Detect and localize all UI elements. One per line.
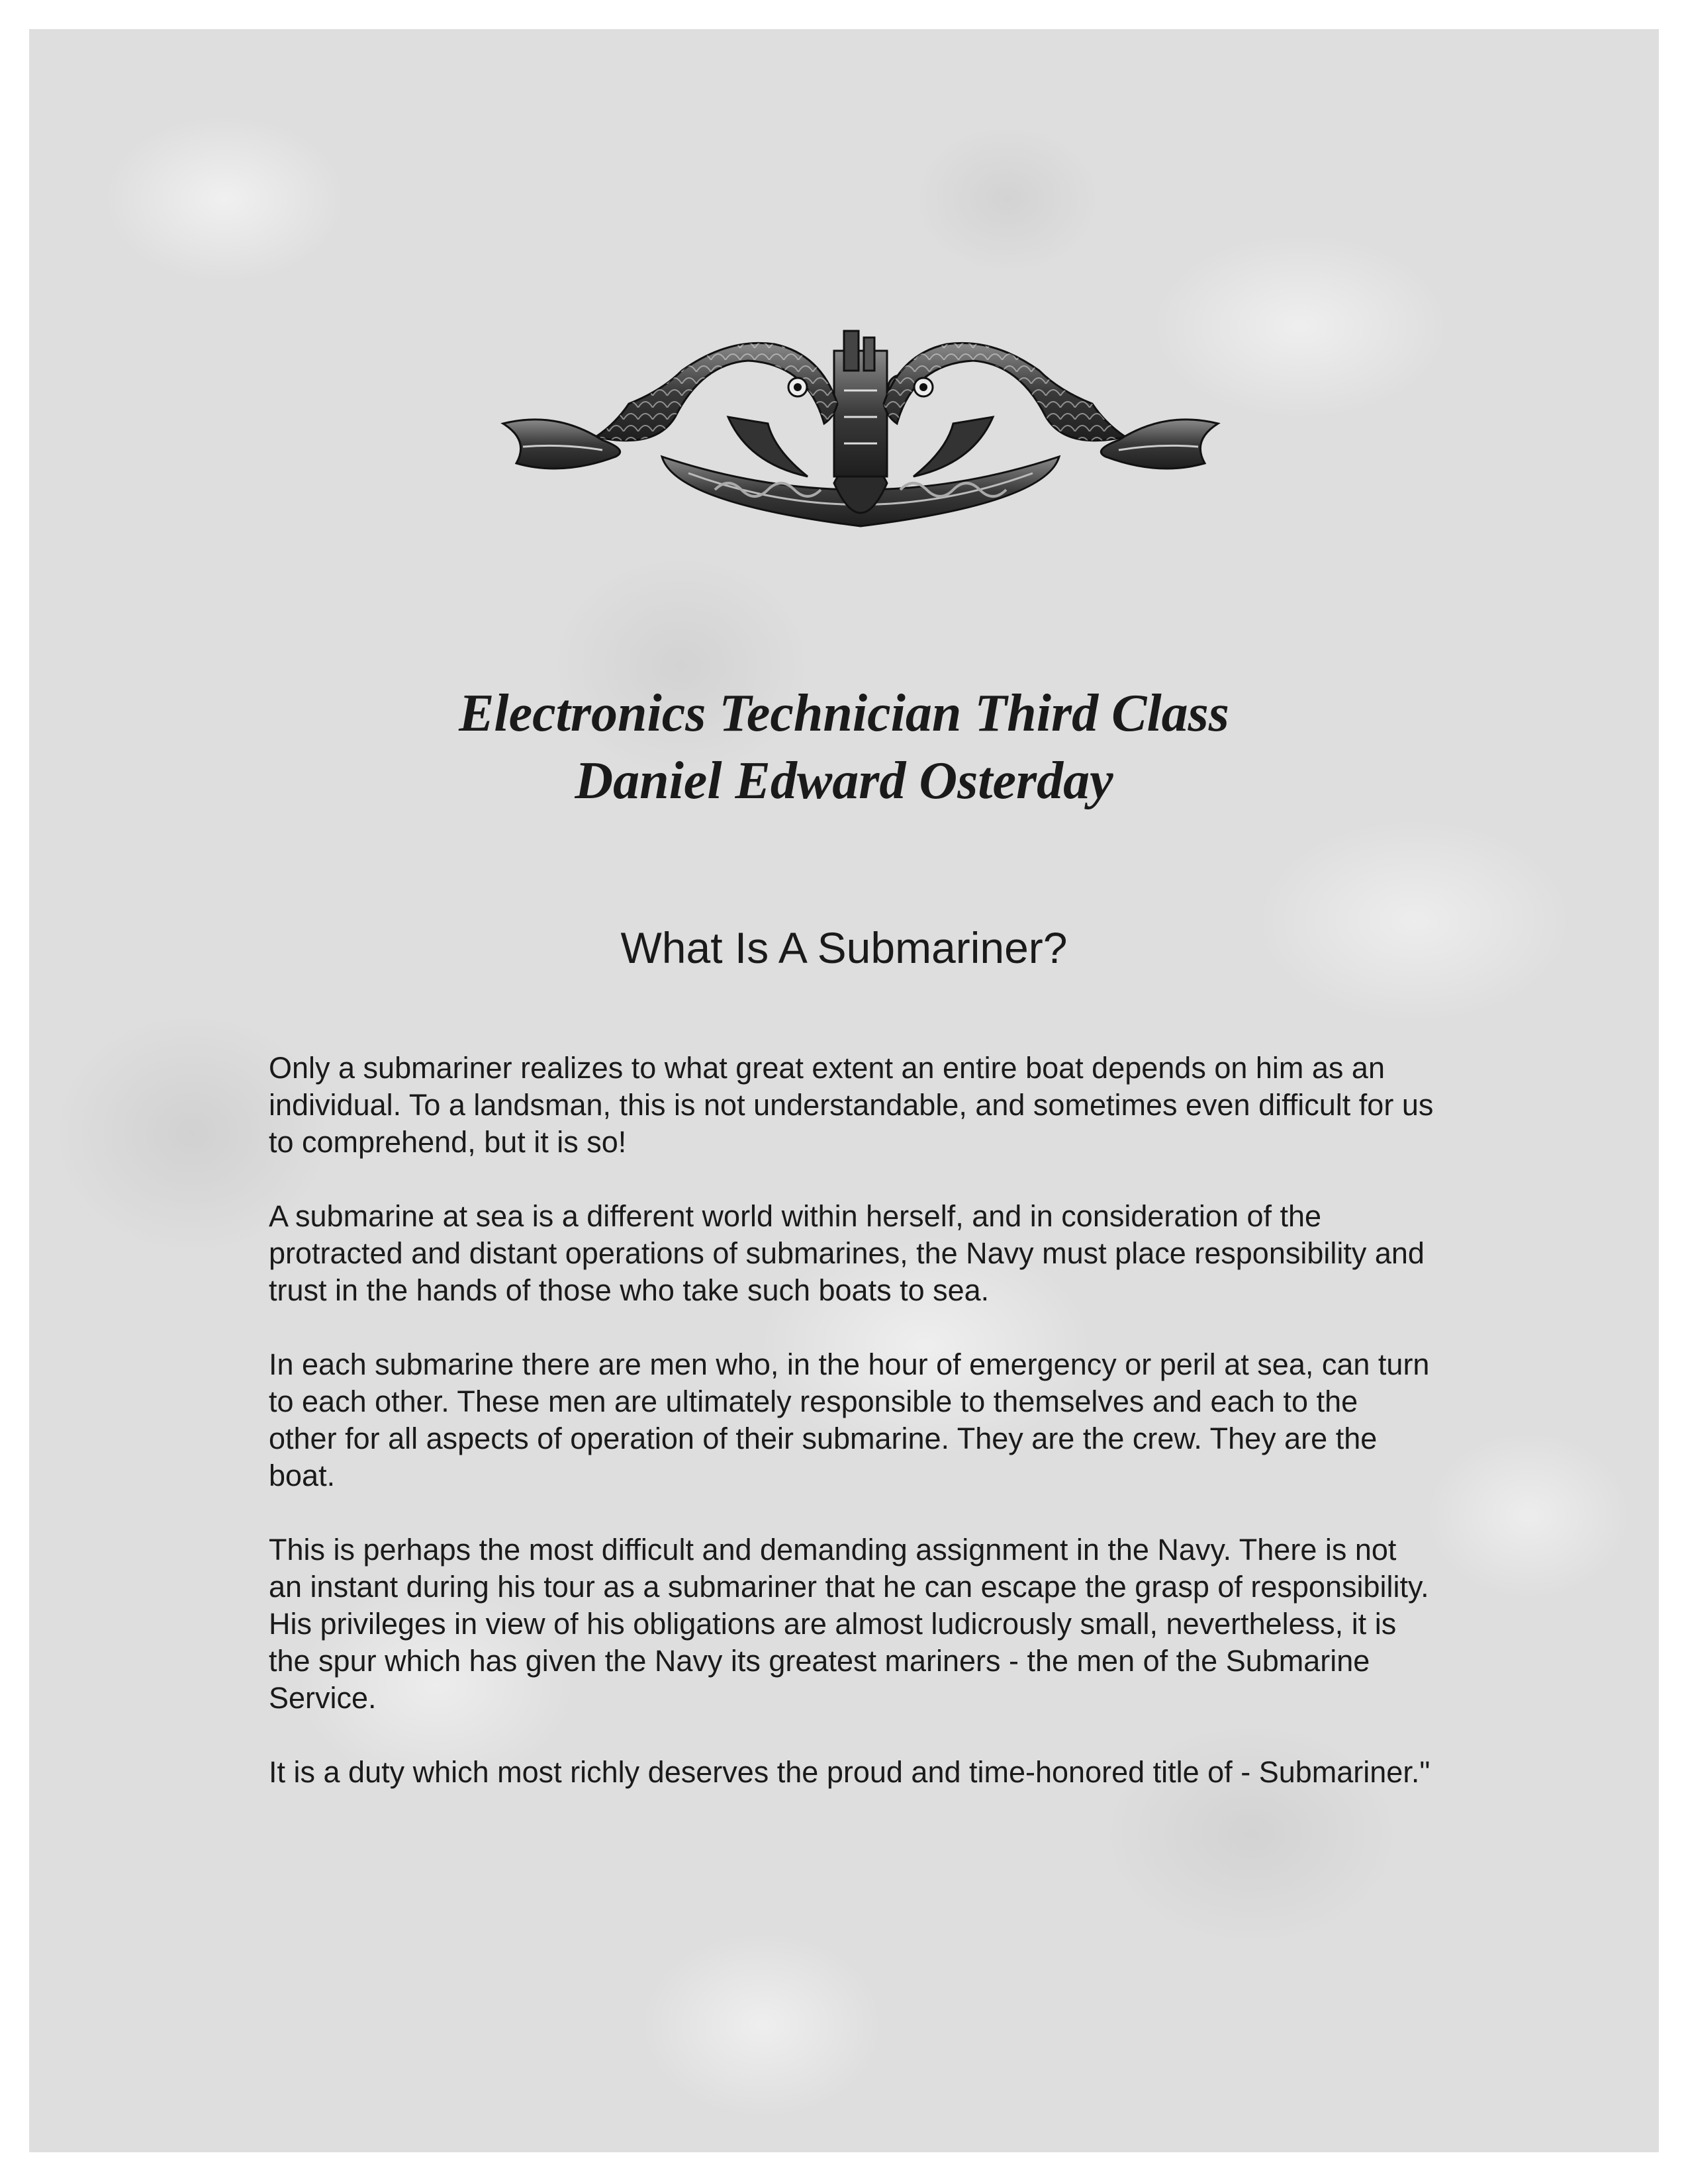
honoree-name: Daniel Edward Osterday — [575, 752, 1113, 810]
poem-title: What Is A Submariner? — [620, 923, 1068, 972]
submarine-dolphins-insignia-icon — [463, 324, 1258, 563]
poem-paragraph: It is a duty which most richly deserves the proud and time-honored title of - Submariner." — [269, 1755, 1430, 1789]
poem-paragraph: A submarine at sea is a different world within herself, and in consideration of the protracted and distant operations of submarines, the Navy must place responsibility and trust in the hands of those who take such boats to sea. — [269, 1199, 1425, 1307]
poem-paragraph: This is perhaps the most difficult and demanding assignment in the Navy. There is not an instant during his tour as a submariner that he can escape the grasp of responsibility. His privileges in view of his obligations are almost ludicrously small, nevertheless, it is the spur which has given the Navy its greatest mariners - the men of the Submarine Service. — [269, 1533, 1429, 1715]
honoree-rank: Electronics Technician Third Class — [459, 684, 1229, 743]
poem-paragraph: In each submarine there are men who, in the hour of emergency or peril at sea, can turn to each other. These men are ultimately responsible to themselves and each to the other for all aspects of operation of their submarine. They are the crew. They are the boat. — [269, 1347, 1430, 1492]
poem-paragraph: Only a submariner realizes to what great extent an entire boat depends on him as an individual. To a landsman, this is not understandable, and sometimes even difficult for us to comprehend, but it is so! — [269, 1051, 1434, 1159]
poem-body — [269, 1050, 1434, 1828]
